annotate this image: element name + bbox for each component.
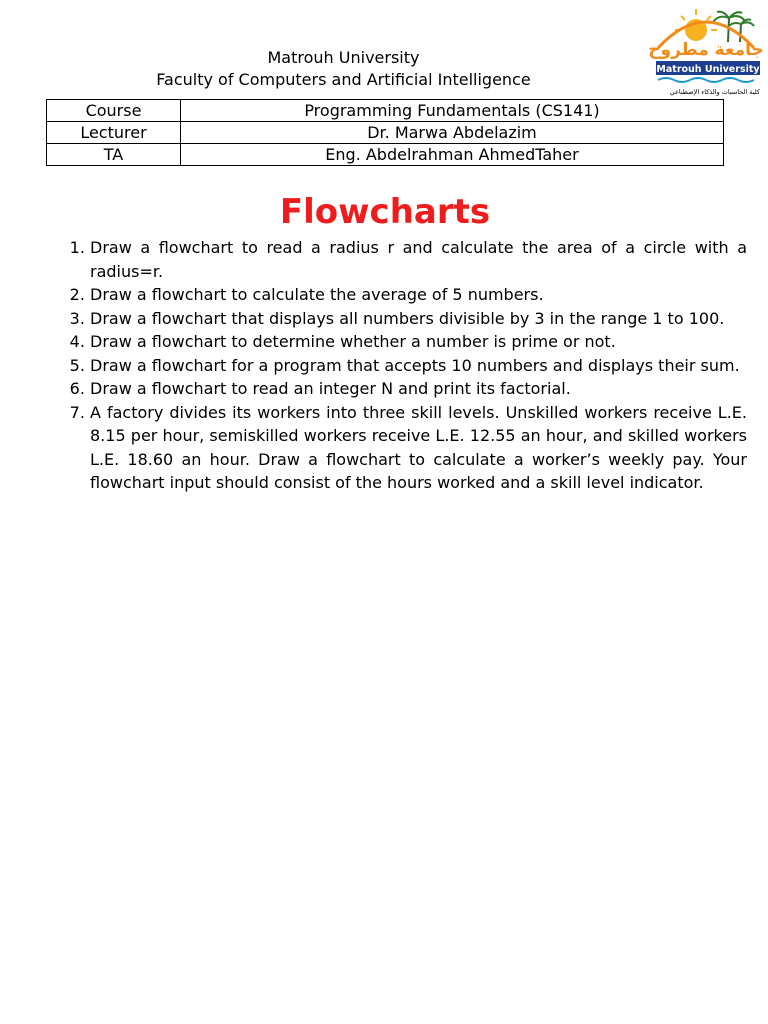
list-item: 1. Draw a flowchart to read a radius r and calculate the area of a circle with a radius=r.	[90, 236, 747, 283]
table-row	[47, 144, 724, 166]
list-item: 5. Draw a flowchart for a program that accepts 10 numbers and displays their sum.	[90, 354, 747, 378]
course-info-table	[46, 99, 724, 166]
list-item: 7. A factory divides its workers into three skill levels. Unskilled workers receive L.E. 8.15 per hour, semiskilled workers receive L.E. 12.55 an hour, and skilled workers L.E. 18.60 an hour. Draw a flowchart to calculate a worker’s weekly pay. Your flowchart input should consist of the hours worked and a skill level indicator.	[90, 401, 747, 495]
university-name: Matrouh University	[267, 48, 420, 67]
lecturer-value: Dr. Marwa Abdelazim	[181, 122, 724, 144]
question-list	[66, 236, 747, 495]
logo-waves	[658, 78, 754, 82]
list-item: 4. Draw a flowchart to determine whether a number is prime or not.	[90, 330, 747, 354]
faculty-name: Faculty of Computers and Artificial Intelligence	[156, 70, 531, 89]
logo-palm-trees	[713, 12, 754, 42]
list-item: 3. Draw a flowchart that displays all numbers divisible by 3 in the range 1 to 100.	[90, 307, 747, 331]
document-header	[46, 47, 641, 91]
list-item: 2. Draw a flowchart to calculate the average of 5 numbers.	[90, 283, 747, 307]
logo-arabic-faculty: كلية الحاسبات والذكاء الإصطناعي	[669, 88, 760, 96]
logo-arabic-name: جامعة مطروح	[648, 40, 764, 60]
course-label: Course	[47, 100, 181, 122]
logo-english-name: Matrouh University	[656, 64, 760, 75]
course-value: Programming Fundamentals (CS141)	[181, 100, 724, 122]
page-title: Flowcharts	[279, 192, 491, 232]
table-row	[47, 122, 724, 144]
table-row	[47, 100, 724, 122]
ta-value: Eng. Abdelrahman AhmedTaher	[181, 144, 724, 166]
lecturer-label: Lecturer	[47, 122, 181, 144]
list-item: 6. Draw a flowchart to read an integer N and print its factorial.	[90, 377, 747, 401]
ta-label: TA	[47, 144, 181, 166]
university-logo	[648, 4, 764, 100]
